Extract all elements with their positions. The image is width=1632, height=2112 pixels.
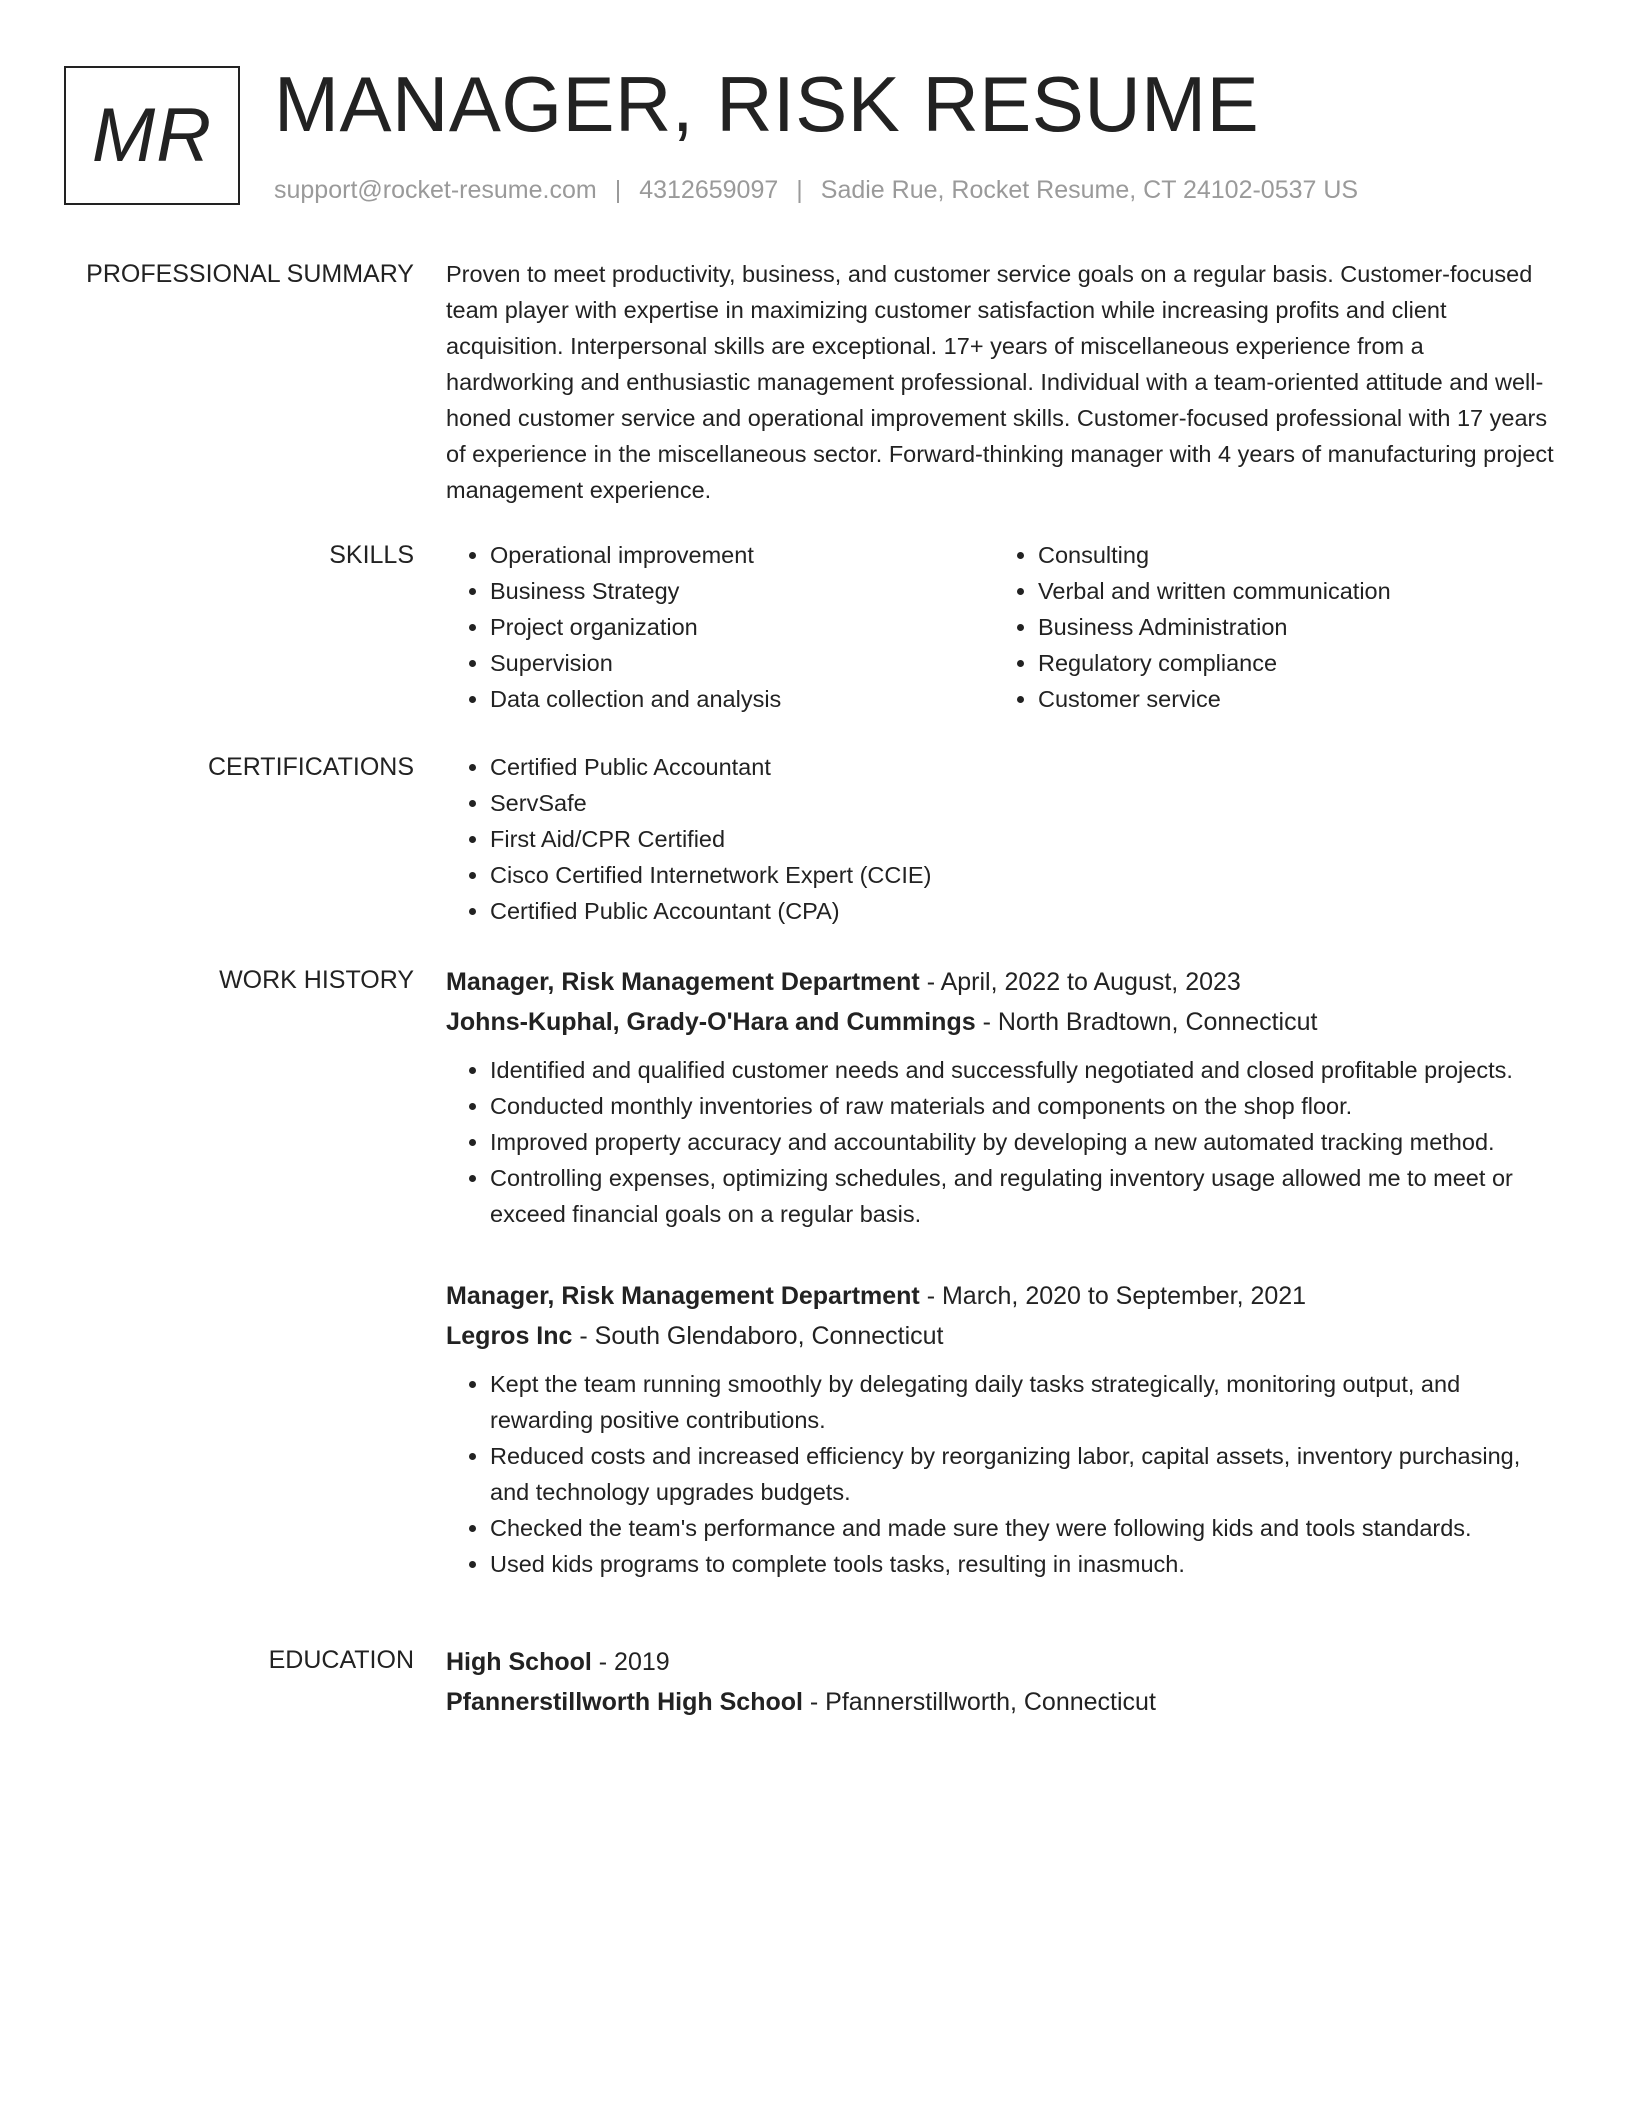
certification-item: • First Aid/CPR Certified [490,821,1558,857]
education-school: Pfannerstillworth High School [446,1688,803,1716]
skill-item: • Consulting [1038,537,1542,573]
job-company: Johns-Kuphal, Grady-O'Hara and Cummings [446,1008,976,1036]
job-entry [446,1276,1558,1582]
work-history-body [446,962,1558,1626]
skill-item: • Data collection and analysis [490,681,994,717]
contact-address: Sadie Rue, Rocket Resume, CT 24102-0537 US [820,176,1359,204]
summary-text: Proven to meet productivity, business, and customer service goals on a regular basis. Customer-focused team player with expertise in maximizing customer satisfaction while increasing profits and client acquisition. Interpersonal skills are exceptional. 17+ years of miscellaneous experience from a hardworking and enthusiastic management professional. Individual with a team-oriented attitude and well-honed customer service and operational improvement skills. Customer-focused professional with 17 years of experience in the miscellaneous sector. Forward-thinking manager with 4 years of manufacturing project management experience. [446,261,1554,503]
skill-item: • Business Administration [1038,609,1542,645]
job-location: - South Glendaboro, Connecticut [572,1322,944,1350]
job-title-line [446,1276,1558,1316]
skill-item: • Business Strategy [490,573,994,609]
section-label-certifications: CERTIFICATIONS [207,753,414,781]
job-bullet: • Checked the team's performance and made sure they were following kids and tools standards. [490,1510,1558,1546]
section-label-education: EDUCATION [268,1646,414,1674]
certification-item: • ServSafe [490,785,1558,821]
certification-item: • Cisco Certified Internetwork Expert (CCIE) [490,857,1558,893]
job-bullet: • Identified and qualified customer needs and successfully negotiated and closed profitable projects. [490,1052,1558,1088]
job-company-line [446,1002,1558,1042]
skill-item: • Operational improvement [490,537,994,573]
skill-item: • Verbal and written communication [1038,573,1542,609]
skill-item: • Project organization [490,609,994,645]
job-bullet: • Controlling expenses, optimizing schedules, and regulating inventory usage allowed me to meet or exceed financial goals on a regular basis. [490,1160,1558,1232]
contact-separator: | [796,176,803,204]
job-location: - North Bradtown, Connecticut [975,1008,1318,1036]
resume-title: MANAGER, RISK RESUME [274,60,1260,148]
skills-column-right [994,537,1542,717]
job-company-line [446,1316,1558,1356]
certification-item: • Certified Public Accountant [490,749,1558,785]
contact-line [274,172,1358,208]
skills-column-left [446,537,994,717]
education-degree: High School [446,1648,592,1676]
job-title: Manager, Risk Management Department [446,968,920,996]
skills-body [446,537,1558,717]
education-body [446,1642,1558,1722]
education-degree-line [446,1642,1558,1682]
job-dates: - April, 2022 to August, 2023 [919,968,1241,996]
job-bullet: • Conducted monthly inventories of raw materials and components on the shop floor. [490,1088,1558,1124]
skill-item: • Supervision [490,645,994,681]
skill-item: • Customer service [1038,681,1542,717]
skills-grid [446,537,1558,717]
job-dates: - March, 2020 to September, 2021 [919,1282,1307,1310]
monogram-logo [64,66,240,205]
monogram-text: MR [91,93,213,178]
education-school-line [446,1682,1558,1722]
job-company: Legros Inc [446,1322,573,1350]
skill-item: • Regulatory compliance [1038,645,1542,681]
section-label-work-history: WORK HISTORY [219,966,414,994]
section-label-skills: SKILLS [329,541,414,569]
job-bullet: • Used kids programs to complete tools tasks, resulting in inasmuch. [490,1546,1558,1582]
job-title: Manager, Risk Management Department [446,1282,920,1310]
job-bullet: • Improved property accuracy and accountability by developing a new automated tracking method. [490,1124,1558,1160]
contact-email[interactable]: support@rocket-resume.com [274,176,597,204]
contact-phone[interactable]: 4312659097 [639,176,779,204]
education-location: - Pfannerstillworth, Connecticut [802,1688,1156,1716]
certification-item: • Certified Public Accountant (CPA) [490,893,1558,929]
job-entry [446,962,1558,1232]
job-bullet: • Reduced costs and increased efficiency by reorganizing labor, capital assets, inventory purchasing, and technology upgrades budgets. [490,1438,1558,1510]
summary-body [446,256,1558,508]
section-label-summary: PROFESSIONAL SUMMARY [86,260,414,288]
certifications-body [446,749,1558,929]
education-year: - 2019 [591,1648,670,1676]
job-title-line [446,962,1558,1002]
contact-separator: | [614,176,622,204]
job-bullet: • Kept the team running smoothly by delegating daily tasks strategically, monitoring output, and rewarding positive contributions. [490,1366,1558,1438]
